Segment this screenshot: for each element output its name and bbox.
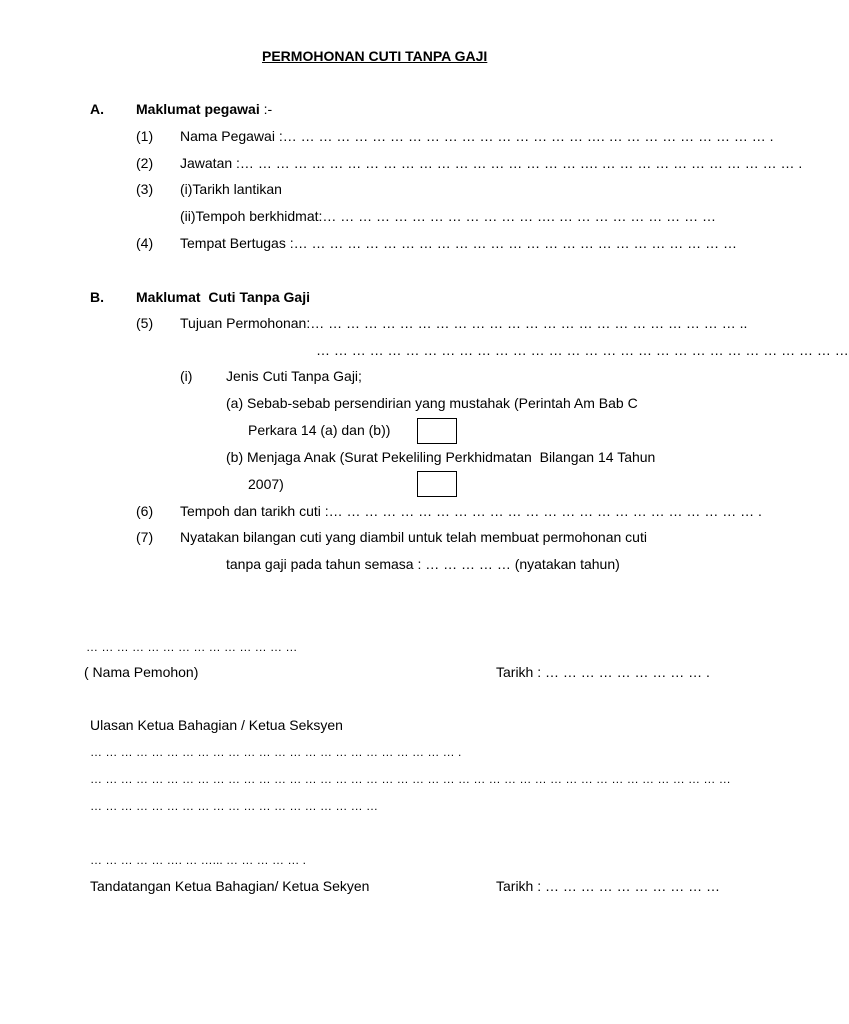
item-6-field: Tempoh dan tarikh cuti :… … … … … … … … … … … … … … … … … … … … … … … … . [180, 503, 762, 519]
item-2-number: (2) [136, 155, 154, 171]
item-5-continuation: … … … … … … … … … … … … … … … … … … … … … … … … … … … … … … [316, 342, 849, 358]
applicant-name-label: ( Nama Pemohon) [84, 664, 199, 680]
item-2-field: Jawatan :… … … … … … … … … … … … … … … … … … … …. … … … … … … … … … … … . [180, 155, 803, 171]
section-a-letter: A. [90, 101, 104, 117]
item-1-number: (1) [136, 128, 154, 144]
review-heading: Ulasan Ketua Bahagian / Ketua Seksyen [90, 717, 343, 733]
head-signature-line: … … … … … …. … …... … … … … … . [90, 853, 307, 867]
item-3-field: (i)Tarikh lantikan [180, 181, 282, 197]
section-b-heading: Maklumat Cuti Tanpa Gaji [136, 289, 310, 305]
option-b-checkbox[interactable] [417, 471, 457, 497]
option-b-line1: (b) Menjaga Anak (Surat Pekeliling Perkhidmatan Bilangan 14 Tahun [226, 449, 656, 465]
item-4-number: (4) [136, 235, 154, 251]
review-comment-line-1: … … … … … … … … … … … … … … … … … … … … … … … … . [90, 745, 462, 759]
sub-item-number: (i) [180, 368, 193, 384]
sub-item-label: Jenis Cuti Tanpa Gaji; [226, 368, 362, 384]
item-3-number: (3) [136, 181, 154, 197]
section-a-heading-row [136, 101, 272, 117]
applicant-signature-line: … … … … … … … … … … … … … … [86, 640, 298, 654]
item-4-field: Tempat Bertugas :… … … … … … … … … … … … … … … … … … … … … … … … … [180, 235, 737, 251]
item-6-number: (6) [136, 503, 154, 519]
section-a-heading-suffix: :- [263, 101, 273, 117]
item-7-line2: tanpa gaji pada tahun semasa : … … … … … (nyatakan tahun) [226, 556, 620, 572]
review-comment-line-3: … … … … … … … … … … … … … … … … … … … [90, 799, 379, 813]
item-7-line1: Nyatakan bilangan cuti yang diambil untuk telah membuat permohonan cuti [180, 529, 647, 545]
option-a-line2: Perkara 14 (a) dan (b)) [248, 422, 391, 438]
item-7-number: (7) [136, 529, 154, 545]
head-date-field: Tarikh : … … … … … … … … … … [496, 878, 721, 894]
option-b-line2: 2007) [248, 476, 284, 492]
page-title: PERMOHONAN CUTI TANPA GAJI [262, 48, 488, 64]
option-a-line1: (a) Sebab-sebab persendirian yang mustahak (Perintah Am Bab C [226, 395, 638, 411]
section-a-heading: Maklumat pegawai [136, 101, 260, 117]
item-5-number: (5) [136, 315, 154, 331]
section-b-letter: B. [90, 289, 104, 305]
item-3ii-field: (ii)Tempoh berkhidmat:… … … … … … … … … … … … …. … … … … … … … … … [180, 208, 716, 224]
option-a-checkbox[interactable] [417, 418, 457, 444]
item-1-field: Nama Pegawai :… … … … … … … … … … … … … … … … … …. … … … … … … … … … . [180, 128, 774, 144]
item-5-field: Tujuan Permohonan:… … … … … … … … … … … … … … … … … … … … … … … … .. [180, 315, 748, 331]
head-signature-label: Tandatangan Ketua Bahagian/ Ketua Sekyen [90, 878, 370, 894]
applicant-date-field: Tarikh : … … … … … … … … … . [496, 664, 710, 680]
review-comment-line-2: … … … … … … … … … … … … … … … … … … … … … … … … … … … … … … … … … … … … … … … … … … [90, 772, 731, 786]
